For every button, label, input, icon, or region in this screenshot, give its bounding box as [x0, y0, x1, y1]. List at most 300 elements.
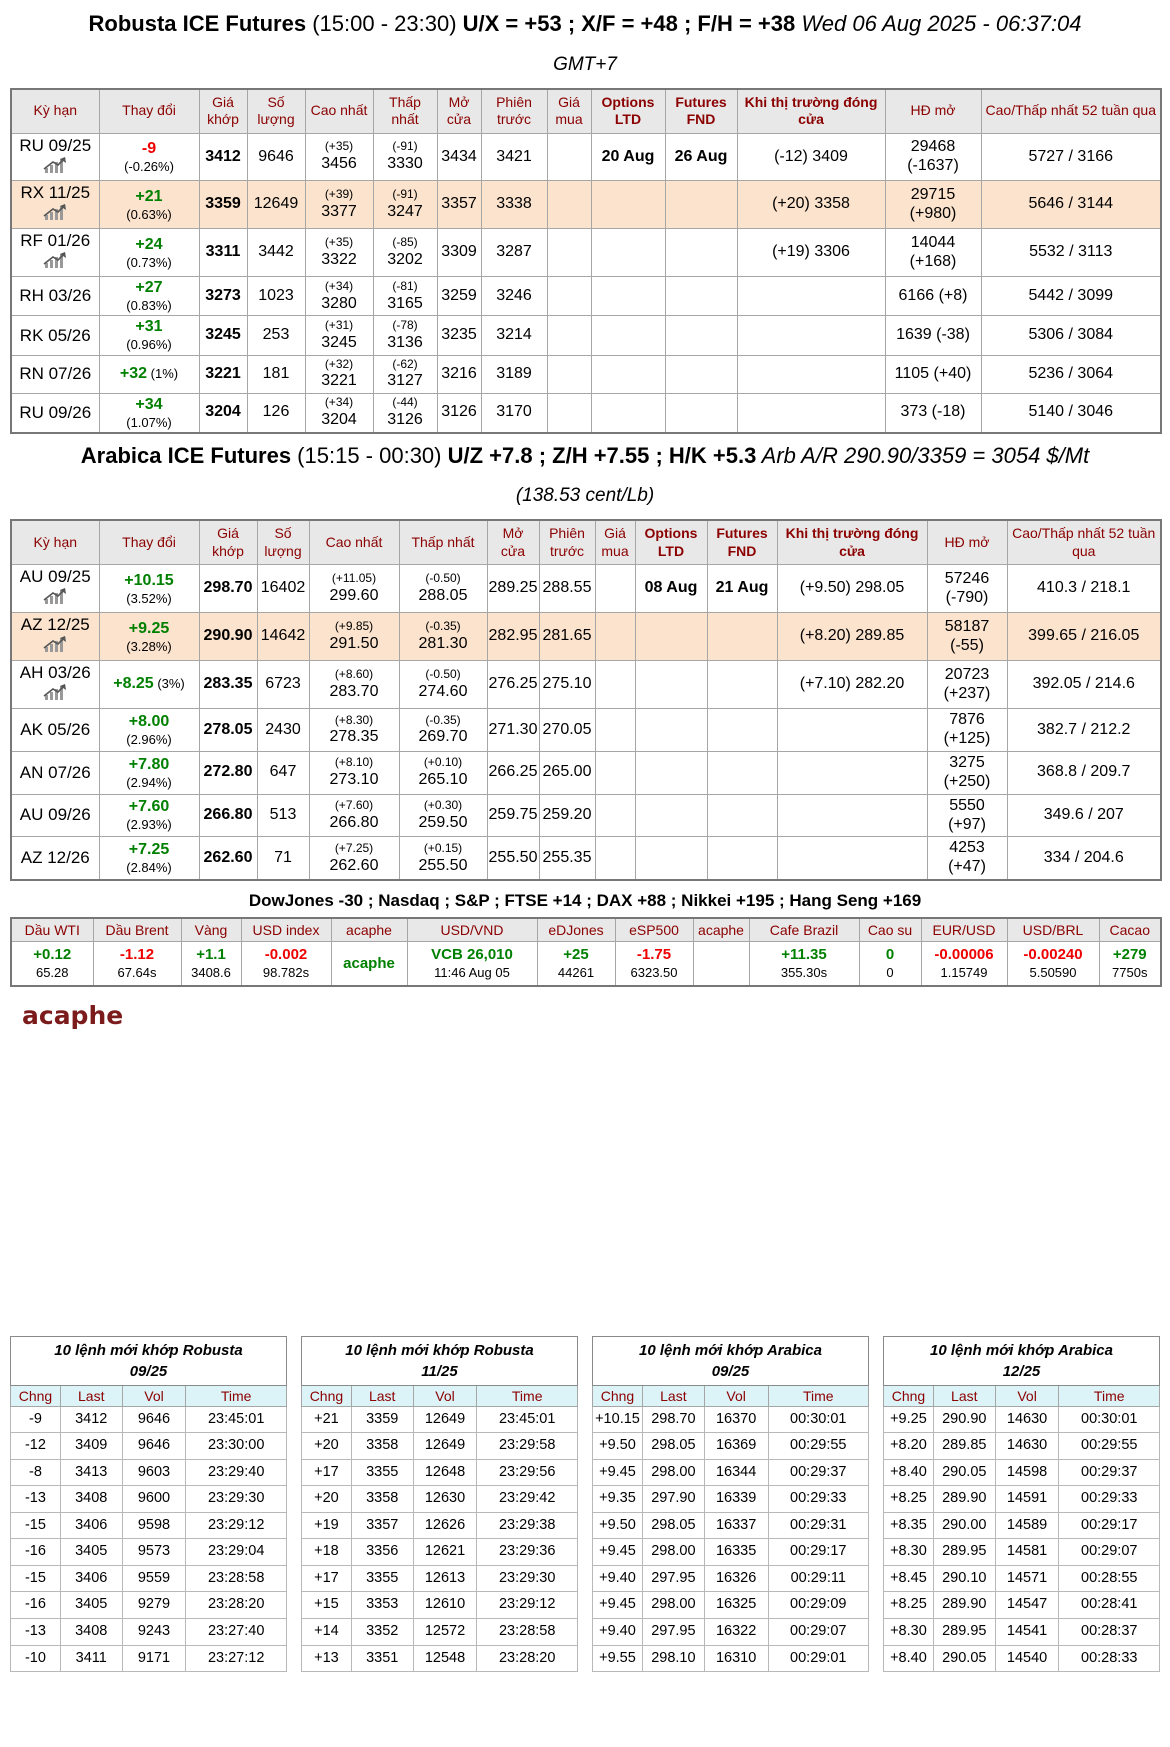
chart-icon[interactable]	[43, 252, 67, 274]
robusta-datetime: Wed 06 Aug 2025 - 06:37:04	[795, 11, 1082, 36]
cell-low: (-0.50) 288.05	[399, 565, 487, 613]
cell-open-interest: 29715 (+980)	[885, 181, 981, 229]
cell-52week-range: 399.65 / 216.05	[1007, 613, 1161, 661]
column-header: Futures FND	[665, 89, 737, 134]
market-column-header: Cao su	[859, 918, 921, 942]
order-table	[301, 1336, 578, 1673]
cell-low: (-0.35) 281.30	[399, 613, 487, 661]
cell-change: +9.45	[593, 1592, 643, 1619]
column-header: Giá mua	[595, 520, 635, 565]
cell-previous: 259.20	[539, 794, 595, 837]
cell-vol: 12648	[413, 1459, 477, 1486]
cell-open-interest: 29468 (-1637)	[885, 133, 981, 181]
cell-time: 23:29:04	[186, 1539, 287, 1566]
cell-previous: 270.05	[539, 709, 595, 752]
cell-last: 3408	[60, 1619, 122, 1646]
cell-vol: 16337	[704, 1512, 768, 1539]
futures-row	[11, 709, 1161, 752]
cell-vol: 9171	[122, 1645, 186, 1672]
cell-previous: 3246	[481, 277, 547, 316]
cell-vol: 12621	[413, 1539, 477, 1566]
order-row	[593, 1512, 869, 1539]
cell-contract: AN 07/26	[11, 751, 99, 794]
cell-last: 298.70	[642, 1406, 704, 1433]
cell-open-interest: 7876 (+125)	[927, 709, 1007, 752]
cell-open: 276.25	[487, 661, 539, 709]
cell-last-price: 3359	[199, 181, 247, 229]
futures-row	[11, 794, 1161, 837]
market-cell: +11.35 355.30s	[749, 942, 859, 986]
cell-last-price: 272.80	[199, 751, 257, 794]
futures-row	[11, 133, 1161, 181]
cell-change: -9	[11, 1406, 61, 1433]
cell-volume: 6723	[257, 661, 309, 709]
cell-time: 23:29:58	[477, 1433, 578, 1460]
cell-bid	[547, 133, 591, 181]
cell-open-interest: 6166 (+8)	[885, 277, 981, 316]
cell-change: -9 (-0.26%)	[99, 133, 199, 181]
cell-vol: 14630	[995, 1433, 1059, 1460]
cell-options-ltd	[635, 661, 707, 709]
cell-volume: 181	[247, 355, 305, 393]
cell-time: 23:30:00	[186, 1433, 287, 1460]
cell-vol: 14591	[995, 1486, 1059, 1513]
order-row	[11, 1512, 287, 1539]
cell-futures-fnd: 26 Aug	[665, 133, 737, 181]
cell-volume: 647	[257, 751, 309, 794]
cell-high: (+11.05) 299.60	[309, 565, 399, 613]
cell-futures-fnd	[665, 277, 737, 316]
market-cell: VCB 26,010 11:46 Aug 05	[407, 942, 537, 986]
cell-time: 00:29:07	[768, 1619, 868, 1646]
cell-after-close: (-12) 3409	[737, 133, 885, 181]
cell-change: +18	[302, 1539, 352, 1566]
futures-row	[11, 316, 1161, 355]
cell-change: +9.40	[593, 1565, 643, 1592]
cell-after-close: (+8.20) 289.85	[777, 613, 927, 661]
cell-options-ltd	[591, 229, 665, 277]
cell-52week-range: 349.6 / 207	[1007, 794, 1161, 837]
cell-change: +32 (1%)	[99, 355, 199, 393]
cell-52week-range: 382.7 / 212.2	[1007, 709, 1161, 752]
column-header: Futures FND	[707, 520, 777, 565]
cell-time: 00:28:33	[1059, 1645, 1160, 1672]
order-row	[884, 1486, 1160, 1513]
cell-open: 255.50	[487, 837, 539, 880]
order-row	[11, 1565, 287, 1592]
cell-previous: 265.00	[539, 751, 595, 794]
cell-time: 23:28:58	[477, 1619, 578, 1646]
order-column-header: Vol	[122, 1385, 186, 1406]
cell-time: 00:30:01	[1059, 1406, 1160, 1433]
cell-vol: 12649	[413, 1406, 477, 1433]
column-header: Cao nhất	[309, 520, 399, 565]
order-row	[884, 1592, 1160, 1619]
cell-bid	[547, 181, 591, 229]
cell-low: (-0.50) 274.60	[399, 661, 487, 709]
cell-vol: 16339	[704, 1486, 768, 1513]
cell-change: +15	[302, 1592, 352, 1619]
cell-vol: 12630	[413, 1486, 477, 1513]
cell-last: 290.05	[933, 1645, 995, 1672]
cell-contract: RX 11/25	[11, 181, 99, 229]
cell-vol: 9646	[122, 1433, 186, 1460]
order-row	[593, 1565, 869, 1592]
cell-bid	[547, 355, 591, 393]
market-cell: +0.12 65.28	[11, 942, 93, 986]
market-cell: -0.00240 5.50590	[1007, 942, 1099, 986]
cell-high: (+32) 3221	[305, 355, 373, 393]
cell-options-ltd	[635, 794, 707, 837]
cell-vol: 9243	[122, 1619, 186, 1646]
cell-change: -12	[11, 1433, 61, 1460]
cell-volume: 126	[247, 393, 305, 433]
cell-vol: 14571	[995, 1565, 1059, 1592]
chart-icon[interactable]	[43, 588, 67, 610]
cell-vol: 12613	[413, 1565, 477, 1592]
market-summary-table	[10, 917, 1162, 986]
order-row	[593, 1486, 869, 1513]
order-column-header: Last	[60, 1385, 122, 1406]
cell-low: (+0.15) 255.50	[399, 837, 487, 880]
cell-futures-fnd	[665, 355, 737, 393]
cell-open: 3259	[437, 277, 481, 316]
market-column-header: Cacao	[1099, 918, 1161, 942]
cell-change: -16	[11, 1592, 61, 1619]
cell-time: 23:28:58	[186, 1565, 287, 1592]
cell-time: 00:29:17	[768, 1539, 868, 1566]
cell-vol: 14581	[995, 1539, 1059, 1566]
chart-icon[interactable]	[43, 636, 67, 658]
cell-change: -8	[11, 1459, 61, 1486]
cell-change: +8.30	[884, 1619, 934, 1646]
cell-contract: RN 07/26	[11, 355, 99, 393]
cell-after-close	[737, 355, 885, 393]
market-cell: -0.00006 1.15749	[921, 942, 1007, 986]
cell-52week-range: 5306 / 3084	[981, 316, 1161, 355]
cell-change: +9.50	[593, 1512, 643, 1539]
cell-change: +31 (0.96%)	[99, 316, 199, 355]
cell-contract: RF 01/26	[11, 229, 99, 277]
cell-change: +13	[302, 1645, 352, 1672]
cell-last: 297.95	[642, 1565, 704, 1592]
cell-volume: 14642	[257, 613, 309, 661]
market-column-header: USD index	[241, 918, 331, 942]
cell-time: 23:29:42	[477, 1486, 578, 1513]
cell-time: 23:29:30	[186, 1486, 287, 1513]
order-column-header: Time	[477, 1385, 578, 1406]
cell-last: 298.00	[642, 1539, 704, 1566]
arabica-cents-label: (138.53 cent/Lb)	[515, 485, 655, 507]
cell-change: -10	[11, 1645, 61, 1672]
order-column-header: Chng	[884, 1385, 934, 1406]
cell-change: +7.60 (2.93%)	[99, 794, 199, 837]
order-row	[884, 1619, 1160, 1646]
cell-time: 23:29:30	[477, 1565, 578, 1592]
cell-change: +8.20	[884, 1433, 934, 1460]
order-table-title: 10 lệnh mới khớp Robusta 09/25	[11, 1336, 287, 1385]
cell-last: 298.00	[642, 1459, 704, 1486]
column-header: Options LTD	[591, 89, 665, 134]
column-header: Mở cửa	[437, 89, 481, 134]
robusta-trading-hours: (15:00 - 23:30)	[306, 11, 463, 36]
market-cell: +25 44261	[537, 942, 615, 986]
cell-last-price: 3204	[199, 393, 247, 433]
market-column-header: Cafe Brazil	[749, 918, 859, 942]
cell-volume: 2430	[257, 709, 309, 752]
market-column-header: Vàng	[181, 918, 241, 942]
order-column-header: Vol	[413, 1385, 477, 1406]
cell-52week-range: 5646 / 3144	[981, 181, 1161, 229]
cell-open: 3357	[437, 181, 481, 229]
cell-last: 3357	[351, 1512, 413, 1539]
cell-open-interest: 3275 (+250)	[927, 751, 1007, 794]
cell-change: +24 (0.73%)	[99, 229, 199, 277]
cell-vol: 9559	[122, 1565, 186, 1592]
order-column-header: Vol	[704, 1385, 768, 1406]
cell-vol: 9598	[122, 1512, 186, 1539]
cell-contract: RK 05/26	[11, 316, 99, 355]
cell-change: +10.15 (3.52%)	[99, 565, 199, 613]
cell-time: 00:29:55	[768, 1433, 868, 1460]
cell-contract: AK 05/26	[11, 709, 99, 752]
order-row	[884, 1512, 1160, 1539]
order-row	[302, 1512, 578, 1539]
cell-vol: 12610	[413, 1592, 477, 1619]
column-header: Mở cửa	[487, 520, 539, 565]
cell-last: 298.05	[642, 1433, 704, 1460]
order-row	[11, 1459, 287, 1486]
order-row	[884, 1645, 1160, 1672]
cell-time: 23:29:38	[477, 1512, 578, 1539]
cell-after-close	[777, 709, 927, 752]
cell-low: (-91) 3330	[373, 133, 437, 181]
cell-futures-fnd	[665, 181, 737, 229]
cell-last: 289.85	[933, 1433, 995, 1460]
cell-time: 00:30:01	[768, 1406, 868, 1433]
cell-previous: 288.55	[539, 565, 595, 613]
cell-change: +8.35	[884, 1512, 934, 1539]
cell-time: 00:29:09	[768, 1592, 868, 1619]
cell-last: 3351	[351, 1645, 413, 1672]
futures-row	[11, 751, 1161, 794]
cell-low: (+0.30) 259.50	[399, 794, 487, 837]
cell-high: (+8.10) 273.10	[309, 751, 399, 794]
page	[10, 0, 1160, 1672]
futures-row	[11, 277, 1161, 316]
order-row	[11, 1619, 287, 1646]
column-header: Phiên trước	[481, 89, 547, 134]
order-column-header: Chng	[11, 1385, 61, 1406]
cell-high: (+35) 3456	[305, 133, 373, 181]
order-table-title: 10 lệnh mới khớp Arabica 12/25	[884, 1336, 1160, 1385]
cell-contract: AU 09/25	[11, 565, 99, 613]
cell-last: 298.00	[642, 1592, 704, 1619]
arabica-spreads: U/Z +7.8 ; Z/H +7.55 ; H/K +5.3	[447, 442, 757, 468]
cell-last: 289.90	[933, 1486, 995, 1513]
cell-previous: 3287	[481, 229, 547, 277]
cell-after-close	[737, 393, 885, 433]
column-header: Giá khớp	[199, 520, 257, 565]
cell-last-price: 298.70	[199, 565, 257, 613]
arabica-arbitrage: Arb A/R 290.90/3359 = 3054 $/Mt	[756, 442, 1090, 468]
cell-bid	[547, 316, 591, 355]
cell-last: 3356	[351, 1539, 413, 1566]
order-row	[884, 1539, 1160, 1566]
cell-options-ltd	[591, 393, 665, 433]
cell-low: (-0.35) 269.70	[399, 709, 487, 752]
order-column-header: Time	[186, 1385, 287, 1406]
cell-open: 3126	[437, 393, 481, 433]
cell-52week-range: 410.3 / 218.1	[1007, 565, 1161, 613]
cell-low: (-78) 3136	[373, 316, 437, 355]
futures-row	[11, 613, 1161, 661]
cell-change: +8.25	[884, 1592, 934, 1619]
chart-icon[interactable]	[43, 157, 67, 179]
cell-vol: 9646	[122, 1406, 186, 1433]
column-header: Cao/Thấp nhất 52 tuần qua	[1007, 520, 1161, 565]
order-column-header: Chng	[302, 1385, 352, 1406]
cell-last: 3358	[351, 1486, 413, 1513]
robusta-futures-table	[10, 88, 1162, 434]
timezone-label: GMT+7	[553, 53, 617, 75]
market-column-header: acaphe	[693, 918, 749, 942]
order-table	[10, 1336, 287, 1673]
cell-vol: 14541	[995, 1619, 1059, 1646]
cell-change: +34 (1.07%)	[99, 393, 199, 433]
cell-last: 289.95	[933, 1619, 995, 1646]
column-header: Khi thị trường đóng cửa	[777, 520, 927, 565]
cell-last: 297.95	[642, 1619, 704, 1646]
futures-row	[11, 565, 1161, 613]
cell-change: +9.35	[593, 1486, 643, 1513]
arabica-title-name: Arabica ICE Futures	[80, 442, 292, 468]
cell-high: (+7.25) 262.60	[309, 837, 399, 880]
cell-options-ltd: 20 Aug	[591, 133, 665, 181]
arabica-title	[10, 442, 1160, 470]
cell-change: +7.80 (2.94%)	[99, 751, 199, 794]
cell-time: 00:29:01	[768, 1645, 868, 1672]
cell-time: 23:29:36	[477, 1539, 578, 1566]
cell-last: 3406	[60, 1565, 122, 1592]
chart-icon[interactable]	[43, 684, 67, 706]
market-cell: -1.75 6323.50	[615, 942, 693, 986]
robusta-title	[10, 10, 1160, 38]
cell-contract: RH 03/26	[11, 277, 99, 316]
futures-row	[11, 181, 1161, 229]
cell-change: -16	[11, 1539, 61, 1566]
cell-high: (+8.60) 283.70	[309, 661, 399, 709]
cell-last: 3358	[351, 1433, 413, 1460]
cell-previous: 3214	[481, 316, 547, 355]
cell-last-price: 3245	[199, 316, 247, 355]
cell-change: -13	[11, 1486, 61, 1513]
cell-vol: 16326	[704, 1565, 768, 1592]
cell-open: 282.95	[487, 613, 539, 661]
cell-last-price: 283.35	[199, 661, 257, 709]
order-row	[593, 1592, 869, 1619]
cell-bid	[595, 709, 635, 752]
cell-high: (+34) 3204	[305, 393, 373, 433]
cell-52week-range: 5727 / 3166	[981, 133, 1161, 181]
cell-change: +10.15	[593, 1406, 643, 1433]
cell-futures-fnd: 21 Aug	[707, 565, 777, 613]
order-row	[302, 1433, 578, 1460]
cell-time: 23:27:12	[186, 1645, 287, 1672]
cell-vol: 16370	[704, 1406, 768, 1433]
cell-time: 23:45:01	[477, 1406, 578, 1433]
order-column-header: Vol	[995, 1385, 1059, 1406]
column-header: Thấp nhất	[399, 520, 487, 565]
cell-last-price: 3273	[199, 277, 247, 316]
cell-vol: 16369	[704, 1433, 768, 1460]
cell-change: +8.25 (3%)	[99, 661, 199, 709]
cell-low: (-81) 3165	[373, 277, 437, 316]
cell-previous: 281.65	[539, 613, 595, 661]
column-header: Thay đổi	[99, 520, 199, 565]
cell-vol: 9603	[122, 1459, 186, 1486]
cell-open: 3434	[437, 133, 481, 181]
order-row	[302, 1619, 578, 1646]
cell-time: 00:29:55	[1059, 1433, 1160, 1460]
cell-time: 00:28:37	[1059, 1619, 1160, 1646]
cell-time: 23:28:20	[186, 1592, 287, 1619]
cell-low: (-62) 3127	[373, 355, 437, 393]
cell-change: +20	[302, 1433, 352, 1460]
futures-row	[11, 837, 1161, 880]
cell-vol: 16322	[704, 1619, 768, 1646]
cell-time: 00:29:07	[1059, 1539, 1160, 1566]
cell-options-ltd	[635, 613, 707, 661]
order-row	[593, 1459, 869, 1486]
order-row	[11, 1486, 287, 1513]
market-column-header: Dầu Brent	[93, 918, 181, 942]
cell-open-interest: 373 (-18)	[885, 393, 981, 433]
cell-last: 3355	[351, 1565, 413, 1592]
order-row	[884, 1565, 1160, 1592]
cell-52week-range: 392.05 / 214.6	[1007, 661, 1161, 709]
cell-change: +9.45	[593, 1539, 643, 1566]
cell-previous: 3170	[481, 393, 547, 433]
cell-previous: 3421	[481, 133, 547, 181]
cell-contract: RU 09/25	[11, 133, 99, 181]
cell-vol: 14630	[995, 1406, 1059, 1433]
cell-open: 3216	[437, 355, 481, 393]
cell-open: 289.25	[487, 565, 539, 613]
futures-row	[11, 229, 1161, 277]
cell-bid	[595, 565, 635, 613]
cell-high: (+8.30) 278.35	[309, 709, 399, 752]
column-header: Phiên trước	[539, 520, 595, 565]
cell-high: (+35) 3322	[305, 229, 373, 277]
cell-vol: 12626	[413, 1512, 477, 1539]
chart-icon[interactable]	[43, 204, 67, 226]
cell-contract: AH 03/26	[11, 661, 99, 709]
cell-open-interest: 1105 (+40)	[885, 355, 981, 393]
cell-open: 266.25	[487, 751, 539, 794]
cell-volume: 71	[257, 837, 309, 880]
cell-change: +9.55	[593, 1645, 643, 1672]
acaphe-logo: acaphe	[22, 1000, 124, 1030]
cell-change: +14	[302, 1619, 352, 1646]
cell-vol: 16344	[704, 1459, 768, 1486]
cell-options-ltd	[591, 316, 665, 355]
cell-high: (+31) 3245	[305, 316, 373, 355]
cell-after-close	[737, 277, 885, 316]
cell-time: 00:28:55	[1059, 1565, 1160, 1592]
cell-previous: 3338	[481, 181, 547, 229]
order-row	[302, 1486, 578, 1513]
